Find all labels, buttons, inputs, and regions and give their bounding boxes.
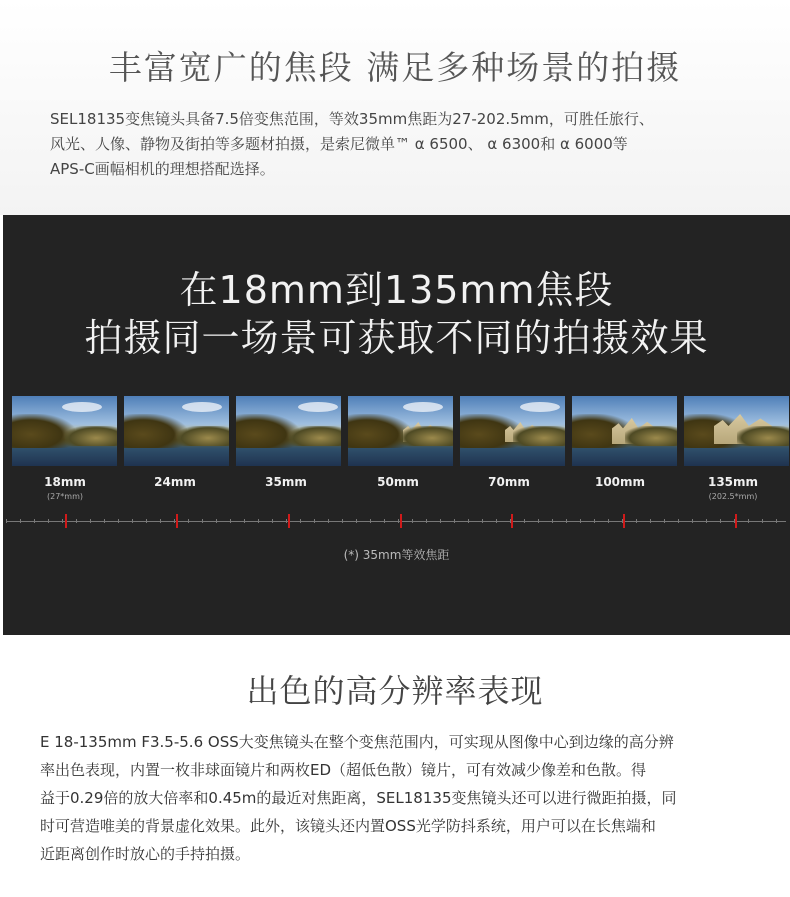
ruler-tick bbox=[328, 519, 329, 523]
ruler-marker bbox=[511, 514, 513, 528]
intro-paragraph bbox=[50, 107, 750, 182]
focal-equivalent-label: (27*mm) bbox=[46, 492, 83, 501]
ruler-tick bbox=[552, 519, 553, 523]
ruler-tick bbox=[706, 519, 707, 523]
resolution-heading: 出色的高分辨率表现 bbox=[246, 672, 544, 710]
ruler-tick bbox=[146, 519, 147, 523]
ruler-marker bbox=[288, 514, 290, 528]
ruler-tick bbox=[244, 519, 245, 523]
ruler-marker bbox=[735, 514, 737, 528]
ruler-tick bbox=[482, 519, 483, 523]
ruler-tick bbox=[356, 519, 357, 523]
ruler-tick bbox=[748, 519, 749, 523]
equivalent-focal-note: (*) 35mm等效焦距 bbox=[343, 548, 450, 562]
ruler-marker bbox=[400, 514, 402, 528]
sample-photo-50mm bbox=[348, 396, 453, 466]
ruler-tick bbox=[188, 519, 189, 523]
ruler-tick bbox=[6, 519, 7, 523]
ruler-tick bbox=[776, 519, 777, 523]
ruler-tick bbox=[454, 519, 455, 523]
intro-heading: 丰富宽广的焦段 满足多种场景的拍摄 bbox=[108, 48, 682, 87]
ruler-tick bbox=[34, 519, 35, 523]
ruler-tick bbox=[720, 519, 721, 523]
focal-label: 70mm bbox=[488, 475, 530, 489]
ruler-tick bbox=[636, 519, 637, 523]
ruler-tick bbox=[132, 519, 133, 523]
ruler-tick bbox=[76, 519, 77, 523]
sample-photo-strip bbox=[12, 396, 789, 468]
sample-photo-24mm bbox=[124, 396, 229, 466]
focal-label: 50mm bbox=[377, 475, 419, 489]
focal-label: 18mm bbox=[44, 475, 86, 489]
ruler-tick bbox=[762, 519, 763, 523]
ruler-tick bbox=[496, 519, 497, 523]
intro-line: 风光、人像、静物及街拍等多题材拍摄，是索尼微单™ α 6500、 α 6300和 α 6000等 bbox=[50, 135, 628, 153]
ruler-tick bbox=[678, 519, 679, 523]
sample-photo-35mm bbox=[236, 396, 341, 466]
ruler-tick bbox=[258, 519, 259, 523]
ruler-tick bbox=[118, 519, 119, 523]
ruler-tick bbox=[174, 519, 175, 523]
ruler-tick bbox=[90, 519, 91, 523]
ruler-tick bbox=[230, 519, 231, 523]
ruler-tick bbox=[286, 519, 287, 523]
ruler-tick bbox=[314, 519, 315, 523]
ruler-marker bbox=[623, 514, 625, 528]
ruler-tick bbox=[440, 519, 441, 523]
ruler-tick bbox=[692, 519, 693, 523]
ruler-tick bbox=[426, 519, 427, 523]
ruler-tick bbox=[48, 519, 49, 523]
ruler-tick bbox=[272, 519, 273, 523]
focal-ruler bbox=[6, 516, 786, 526]
ruler-tick bbox=[384, 519, 385, 523]
ruler-tick bbox=[538, 519, 539, 523]
ruler-tick bbox=[608, 519, 609, 523]
ruler-tick bbox=[650, 519, 651, 523]
sample-photo-135mm bbox=[684, 396, 789, 466]
focal-label: 135mm bbox=[707, 475, 759, 489]
sample-photo-100mm bbox=[572, 396, 677, 466]
resolution-paragraph bbox=[40, 728, 760, 868]
ruler-tick bbox=[468, 519, 469, 523]
resolution-line: 时可营造唯美的背景虚化效果。此外，该镜头还内置OSS光学防抖系统，用户可以在长焦端和 bbox=[40, 817, 656, 835]
ruler-tick bbox=[202, 519, 203, 523]
focal-label: 100mm bbox=[594, 475, 646, 489]
ruler-tick bbox=[664, 519, 665, 523]
ruler-tick bbox=[342, 519, 343, 523]
ruler-tick bbox=[62, 519, 63, 523]
focal-label: 35mm bbox=[265, 475, 307, 489]
ruler-tick bbox=[524, 519, 525, 523]
focal-equivalent-label: (202.5*mm) bbox=[708, 492, 758, 501]
ruler-tick bbox=[412, 519, 413, 523]
focal-range-banner bbox=[3, 215, 790, 635]
sample-photo-70mm bbox=[460, 396, 565, 466]
ruler-tick bbox=[594, 519, 595, 523]
ruler-tick bbox=[216, 519, 217, 523]
resolution-line: 近距离创作时放心的手持拍摄。 bbox=[40, 845, 251, 863]
ruler-tick bbox=[580, 519, 581, 523]
resolution-line: 益于0.29倍的放大倍率和0.45m的最近对焦距离，SEL18135变焦镜头还可以进行微距拍摄，同 bbox=[40, 789, 677, 807]
sample-photo-18mm bbox=[12, 396, 117, 466]
resolution-line: E 18-135mm F3.5-5.6 OSS大变焦镜头在整个变焦范围内，可实现从图像中心到边缘的高分辨 bbox=[40, 733, 674, 751]
resolution-line: 率出色表现，内置一枚非球面镜片和两枚ED（超低色散）镜片，可有效减少像差和色散。得 bbox=[40, 761, 647, 779]
ruler-tick bbox=[566, 519, 567, 523]
intro-section bbox=[0, 0, 790, 215]
ruler-marker bbox=[176, 514, 178, 528]
banner-title-line1: 在18mm到135mm焦段 bbox=[179, 268, 614, 312]
ruler-tick bbox=[300, 519, 301, 523]
intro-line: APS-C画幅相机的理想搭配选择。 bbox=[50, 160, 275, 178]
banner-title-line2: 拍摄同一场景可获取不同的拍摄效果 bbox=[84, 316, 709, 360]
ruler-marker bbox=[65, 514, 67, 528]
intro-line: SEL18135变焦镜头具备7.5倍变焦范围，等效35mm焦距为27-202.5mm，可胜任旅行、 bbox=[50, 110, 654, 128]
ruler-tick bbox=[370, 519, 371, 523]
ruler-tick bbox=[104, 519, 105, 523]
focal-label: 24mm bbox=[154, 475, 196, 489]
ruler-tick bbox=[20, 519, 21, 523]
ruler-tick bbox=[398, 519, 399, 523]
ruler-tick bbox=[160, 519, 161, 523]
